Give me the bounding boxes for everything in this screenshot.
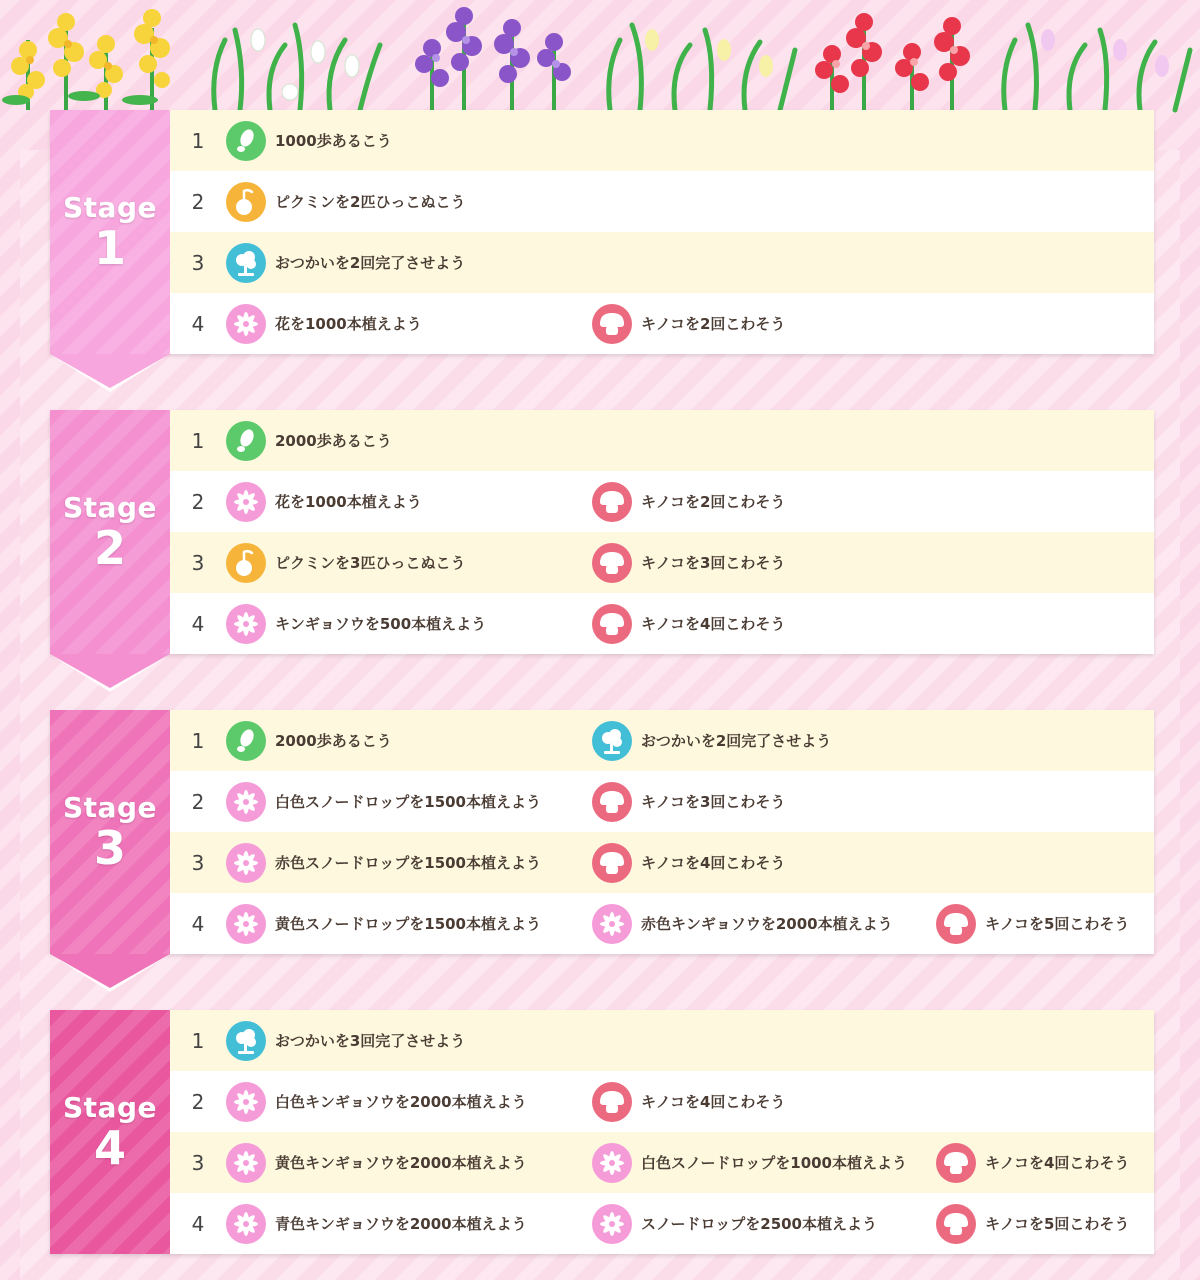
mushroom-icon bbox=[592, 604, 632, 644]
mission-task bbox=[592, 782, 785, 822]
mission-task bbox=[226, 904, 541, 944]
mission-row bbox=[170, 410, 1154, 471]
pikmin-icon bbox=[226, 182, 266, 222]
stage-word: Stage bbox=[63, 790, 157, 824]
flower-icon bbox=[226, 604, 266, 644]
mission-row bbox=[170, 171, 1154, 232]
mission-task-text: キノコを4回こわそう bbox=[641, 1093, 786, 1111]
mission-row bbox=[170, 293, 1154, 354]
mission-row bbox=[170, 471, 1154, 532]
mission-row-number: 3 bbox=[191, 550, 205, 575]
mission-task bbox=[592, 482, 785, 522]
mission-task bbox=[592, 904, 893, 944]
mission-row-number: 2 bbox=[191, 489, 205, 514]
mission-task-text: キノコを4回こわそう bbox=[641, 854, 786, 872]
mission-task-text: 花を1000本植えよう bbox=[275, 315, 422, 333]
mission-task-text: 黄色キンギョソウを2000本植えよう bbox=[275, 1154, 527, 1172]
mission-row bbox=[170, 710, 1154, 771]
stage-label bbox=[50, 710, 170, 954]
mission-row bbox=[170, 1132, 1154, 1193]
flower-icon bbox=[226, 1082, 266, 1122]
flower-icon bbox=[592, 1204, 632, 1244]
mission-rows bbox=[170, 710, 1154, 954]
yellow-snapdragon-illustration bbox=[2, 9, 170, 110]
mission-row-number: 2 bbox=[191, 1089, 205, 1114]
expedition-icon bbox=[226, 1021, 266, 1061]
stage-number: 2 bbox=[93, 521, 126, 576]
stage-word: Stage bbox=[63, 190, 157, 224]
mission-task bbox=[226, 482, 422, 522]
mission-task-text: 黄色スノードロップを1500本植えよう bbox=[275, 915, 541, 933]
footprint-icon bbox=[226, 421, 266, 461]
stage-label bbox=[50, 410, 170, 654]
stage-block-1 bbox=[50, 110, 1154, 354]
mission-task bbox=[592, 1082, 785, 1122]
flower-banner bbox=[0, 0, 1200, 115]
mission-row-number: 4 bbox=[191, 911, 205, 936]
mission-task bbox=[592, 604, 785, 644]
stage-number: 4 bbox=[93, 1121, 126, 1176]
flower-icon bbox=[226, 843, 266, 883]
mission-task-text: おつかいを2回完了させよう bbox=[275, 254, 466, 272]
mission-rows bbox=[170, 1010, 1154, 1254]
mission-task-text: 赤色スノードロップを1500本植えよう bbox=[275, 854, 541, 872]
mission-task-text: 白色キンギョソウを2000本植えよう bbox=[275, 1093, 527, 1111]
mission-task-text: キンギョソウを500本植えよう bbox=[275, 615, 487, 633]
mission-task-text: キノコを5回こわそう bbox=[985, 915, 1130, 933]
flower-icon bbox=[226, 1143, 266, 1183]
mission-task bbox=[226, 121, 392, 161]
mission-task-text: おつかいを3回完了させよう bbox=[275, 1032, 466, 1050]
stage-arrow bbox=[50, 354, 170, 392]
flower-icon bbox=[226, 1204, 266, 1244]
mission-task bbox=[226, 721, 392, 761]
mission-row-number: 2 bbox=[191, 189, 205, 214]
mission-task bbox=[226, 243, 465, 283]
mission-task bbox=[936, 1204, 1129, 1244]
mission-row-number: 1 bbox=[191, 728, 205, 753]
mission-task-text: キノコを3回こわそう bbox=[641, 554, 786, 572]
mission-rows bbox=[170, 110, 1154, 354]
mission-row bbox=[170, 1193, 1154, 1254]
expedition-icon bbox=[226, 243, 266, 283]
stage-label bbox=[50, 1010, 170, 1254]
stage-arrow bbox=[50, 954, 170, 992]
stage-block-3 bbox=[50, 710, 1154, 954]
mission-task-text: 1000歩あるこう bbox=[275, 132, 392, 150]
mushroom-icon bbox=[592, 1082, 632, 1122]
stage-word: Stage bbox=[63, 490, 157, 524]
mission-task-text: キノコを4回こわそう bbox=[641, 615, 786, 633]
flower-icon bbox=[592, 904, 632, 944]
mission-task bbox=[592, 1204, 877, 1244]
mission-task bbox=[226, 843, 541, 883]
mission-task bbox=[226, 1082, 527, 1122]
mission-row bbox=[170, 532, 1154, 593]
mission-task bbox=[226, 782, 541, 822]
mission-task bbox=[226, 1204, 527, 1244]
mission-task-text: 青色キンギョソウを2000本植えよう bbox=[275, 1215, 527, 1233]
mushroom-icon bbox=[936, 1204, 976, 1244]
stage-number: 3 bbox=[93, 821, 126, 876]
mission-task-text: 2000歩あるこう bbox=[275, 432, 392, 450]
mission-row bbox=[170, 1010, 1154, 1071]
stage-word: Stage bbox=[63, 1090, 157, 1124]
mission-task bbox=[592, 543, 785, 583]
mission-task-text: キノコを3回こわそう bbox=[641, 793, 786, 811]
mission-task bbox=[226, 182, 465, 222]
flower-icon bbox=[226, 782, 266, 822]
mission-task-text: 赤色キンギョソウを2000本植えよう bbox=[641, 915, 893, 933]
mission-task-text: スノードロップを2500本植えよう bbox=[641, 1215, 877, 1233]
expedition-icon bbox=[592, 721, 632, 761]
mission-row bbox=[170, 832, 1154, 893]
mission-row bbox=[170, 893, 1154, 954]
mission-task-text: キノコを5回こわそう bbox=[985, 1215, 1130, 1233]
mushroom-icon bbox=[592, 843, 632, 883]
red-snapdragon-illustration bbox=[815, 13, 970, 110]
mission-row-number: 4 bbox=[191, 1211, 205, 1236]
mushroom-icon bbox=[592, 304, 632, 344]
mission-row-number: 1 bbox=[191, 128, 205, 153]
mission-row-number: 1 bbox=[191, 1028, 205, 1053]
mission-task bbox=[226, 421, 392, 461]
mission-row bbox=[170, 593, 1154, 654]
mission-task bbox=[592, 1143, 907, 1183]
mission-row-number: 3 bbox=[191, 850, 205, 875]
mission-task bbox=[936, 904, 1129, 944]
flower-icon bbox=[226, 304, 266, 344]
mission-row-number: 2 bbox=[191, 789, 205, 814]
mission-task-text: ピクミンを2匹ひっこぬこう bbox=[275, 193, 466, 211]
flower-icon bbox=[226, 904, 266, 944]
mushroom-icon bbox=[592, 482, 632, 522]
mission-row-number: 3 bbox=[191, 1150, 205, 1175]
mushroom-icon bbox=[936, 1143, 976, 1183]
stage-block-4 bbox=[50, 1010, 1154, 1254]
mission-task bbox=[226, 543, 465, 583]
stage-arrow bbox=[50, 654, 170, 692]
flower-icon bbox=[226, 482, 266, 522]
mission-task bbox=[936, 1143, 1129, 1183]
mission-row-number: 1 bbox=[191, 428, 205, 453]
mission-task-text: おつかいを2回完了させよう bbox=[641, 732, 832, 750]
mission-row bbox=[170, 110, 1154, 171]
mission-row bbox=[170, 771, 1154, 832]
mission-task bbox=[226, 1021, 465, 1061]
mission-task-text: 白色スノードロップを1500本植えよう bbox=[275, 793, 541, 811]
mission-task-text: ピクミンを3匹ひっこぬこう bbox=[275, 554, 466, 572]
mission-row bbox=[170, 1071, 1154, 1132]
mission-task-text: キノコを2回こわそう bbox=[641, 493, 786, 511]
stage-block-2 bbox=[50, 410, 1154, 654]
purple-snapdragon-illustration bbox=[415, 7, 571, 110]
mission-task bbox=[226, 604, 486, 644]
mission-row-number: 3 bbox=[191, 250, 205, 275]
mission-task bbox=[592, 721, 831, 761]
mission-task-text: 2000歩あるこう bbox=[275, 732, 392, 750]
mission-task bbox=[226, 1143, 527, 1183]
mission-row-number: 4 bbox=[191, 611, 205, 636]
mission-task bbox=[592, 304, 785, 344]
mission-row bbox=[170, 232, 1154, 293]
footprint-icon bbox=[226, 721, 266, 761]
mission-task-text: キノコを2回こわそう bbox=[641, 315, 786, 333]
mission-task bbox=[592, 843, 785, 883]
pikmin-icon bbox=[226, 543, 266, 583]
mushroom-icon bbox=[936, 904, 976, 944]
mission-task-text: 白色スノードロップを1000本植えよう bbox=[641, 1154, 907, 1172]
mushroom-icon bbox=[592, 782, 632, 822]
mushroom-icon bbox=[592, 543, 632, 583]
mission-task bbox=[226, 304, 422, 344]
mission-task-text: キノコを4回こわそう bbox=[985, 1154, 1130, 1172]
footprint-icon bbox=[226, 121, 266, 161]
stage-number: 1 bbox=[93, 221, 126, 276]
mission-task-text: 花を1000本植えよう bbox=[275, 493, 422, 511]
stage-label bbox=[50, 110, 170, 354]
flower-icon bbox=[592, 1143, 632, 1183]
mission-rows bbox=[170, 410, 1154, 654]
mission-row-number: 4 bbox=[191, 311, 205, 336]
